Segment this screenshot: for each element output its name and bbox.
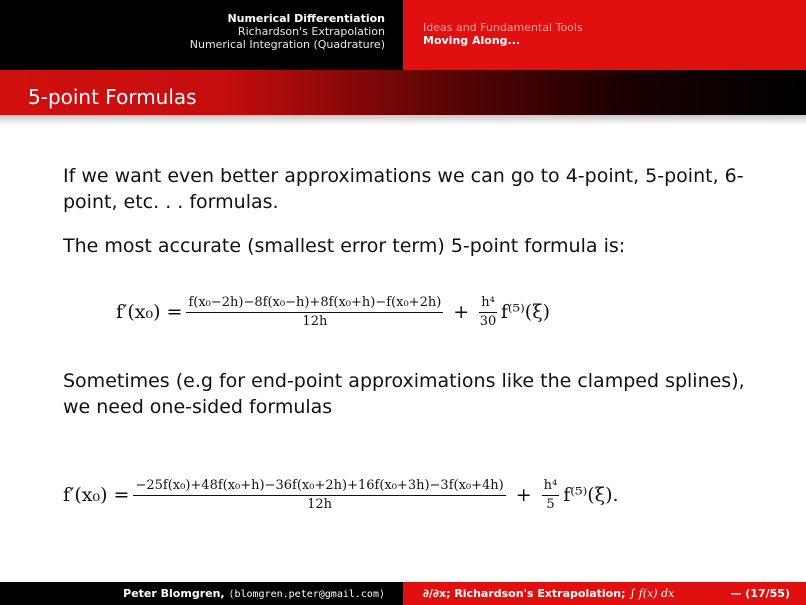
footer-topic-block	[403, 582, 806, 605]
eq1-error-denominator: 30	[479, 313, 497, 329]
section-link-numerical-differentiation[interactable]: Numerical Differentiation	[227, 12, 385, 25]
header-navigation	[0, 0, 806, 70]
footer-page-number: — (17/55)	[730, 587, 790, 600]
eq2-main-fraction	[133, 478, 505, 513]
footer-author: Peter Blomgren,	[123, 587, 225, 600]
eq2-lhs: f′(x₀) =	[63, 484, 130, 506]
eq1-plus: +	[453, 301, 470, 323]
subsection-link-moving-along[interactable]: Moving Along...	[423, 34, 521, 47]
frame-title-bar	[0, 70, 806, 115]
eq1-main-fraction	[186, 295, 443, 330]
eq1-denominator: 12h	[302, 313, 328, 329]
footer-topic: ; Richardson's Extrapolation;	[446, 587, 626, 600]
section-nav	[0, 0, 403, 70]
footer-integral: ∫ f(x) dx	[629, 587, 675, 600]
equation-five-point-central	[116, 287, 550, 337]
paragraph-most-accurate: The most accurate (smallest error term) 5-point formula is:	[63, 235, 626, 257]
eq2-error-fraction	[542, 478, 560, 513]
eq1-error-numerator: h⁴	[479, 295, 497, 313]
footer	[0, 582, 806, 605]
eq2-plus: +	[515, 484, 532, 506]
section-link-numerical-integration[interactable]: Numerical Integration (Quadrature)	[189, 38, 385, 51]
frame-title: 5-point Formulas	[28, 85, 197, 109]
eq2-numerator: −25f(x₀)+48f(x₀+h)−36f(x₀+2h)+16f(x₀+3h)−3f(x₀+4h)	[133, 478, 505, 496]
title-shadow	[0, 115, 806, 125]
subsection-link-ideas[interactable]: Ideas and Fundamental Tools	[423, 21, 583, 34]
footer-derivative-symbol: ∂/∂x	[423, 587, 447, 600]
eq2-error-term: f⁽⁵⁾(ξ).	[563, 484, 619, 506]
eq1-numerator: f(x₀−2h)−8f(x₀−h)+8f(x₀+h)−f(x₀+2h)	[186, 295, 443, 313]
eq1-error-term: f⁽⁵⁾(ξ)	[500, 301, 551, 323]
paragraph-one-sided: Sometimes (e.g for end-point approximations like the clamped splines), we need one-sided formulas	[63, 370, 745, 418]
eq1-error-fraction	[479, 295, 497, 330]
section-link-richardson-extrapolation[interactable]: Richardson's Extrapolation	[237, 25, 385, 38]
subsection-nav	[403, 0, 806, 70]
footer-author-block	[0, 582, 403, 605]
eq1-lhs: f′(x₀) =	[116, 301, 183, 323]
footer-email: ⟨blomgren.peter@gmail.com⟩	[228, 589, 385, 600]
equation-five-point-one-sided	[63, 470, 619, 520]
paragraph-better-approximations: If we want even better approximations we can go to 4-point, 5-point, 6-point, etc. . . formulas.	[63, 165, 744, 213]
eq2-error-denominator: 5	[546, 496, 555, 512]
eq2-error-numerator: h⁴	[542, 478, 560, 496]
eq2-denominator: 12h	[307, 496, 333, 512]
